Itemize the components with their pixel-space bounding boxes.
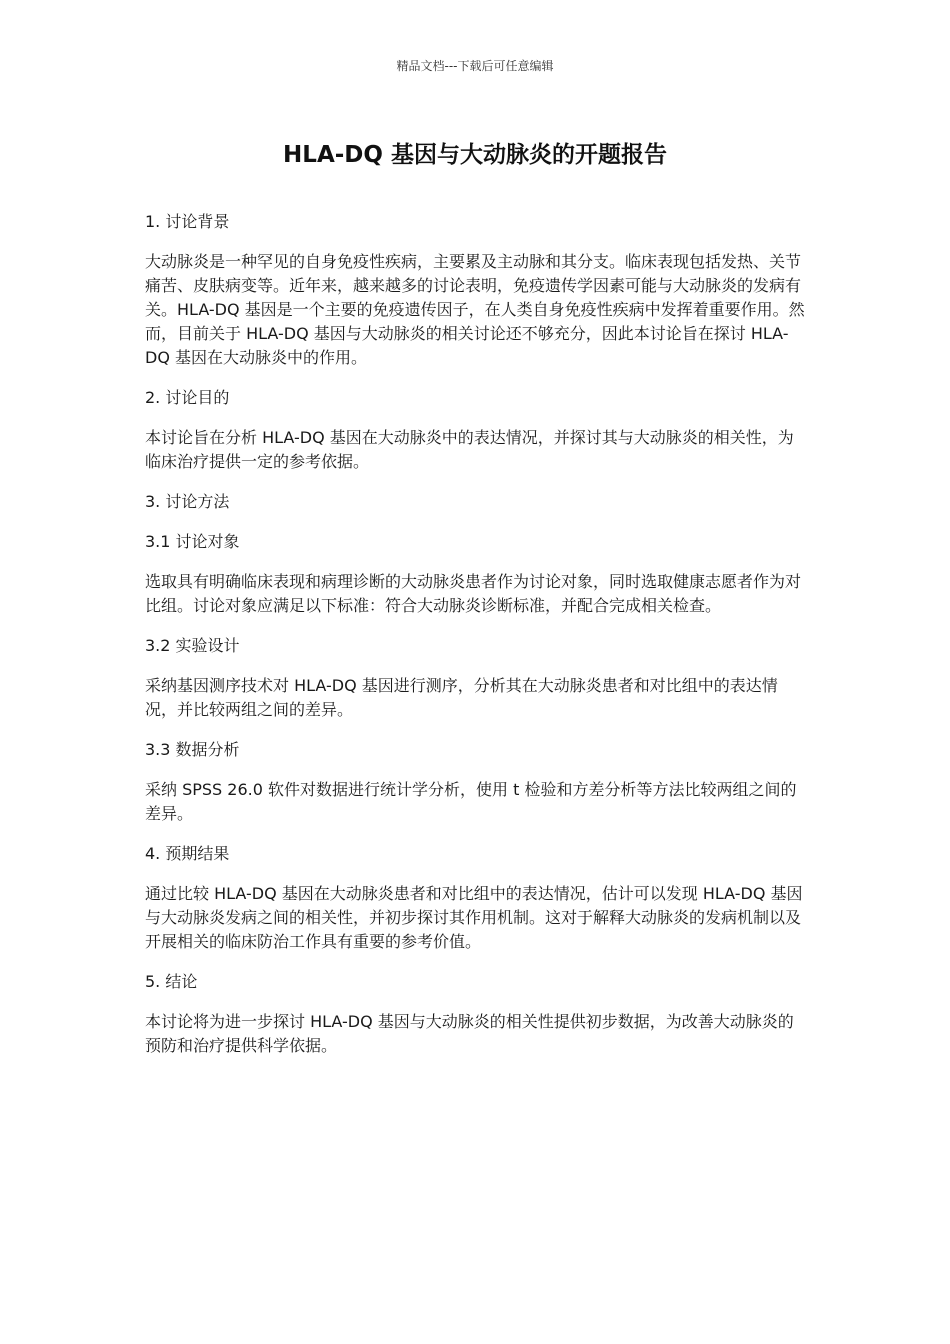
paragraph-analysis: 采纳 SPSS 26.0 软件对数据进行统计学分析，使用 t 检验和方差分析等方法比较两组之间的差异。 xyxy=(145,780,797,823)
section-heading-methods: 3. 讨论方法 xyxy=(145,492,230,511)
section-heading-purpose: 2. 讨论目的 xyxy=(145,388,230,407)
section-heading-conclusion: 5. 结论 xyxy=(145,972,198,991)
subsection-heading-analysis: 3.3 数据分析 xyxy=(145,740,240,759)
paragraph-subjects: 选取具有明确临床表现和病理诊断的大动脉炎患者作为讨论对象，同时选取健康志愿者作为对比组。讨论对象应满足以下标准：符合大动脉炎诊断标准，并配合完成相关检查。 xyxy=(145,572,802,615)
document-title: HLA-DQ 基因与大动脉炎的开题报告 xyxy=(283,142,667,168)
paragraph-background: 大动脉炎是一种罕见的自身免疫性疾病，主要累及主动脉和其分支。临床表现包括发热、关节痛苦、皮肤病变等。近年来，越来越多的讨论表明，免疫遗传学因素可能与大动脉炎的发病有关。HLA-DQ 基因是一个主要的免疫遗传因子，在人类自身免疫性疾病中发挥着重要作用。然而，目前关于 HLA-DQ 基因与大动脉炎的相关讨论还不够充分，因此本讨论旨在探讨 HLA-DQ 基因在大动脉炎中的作用。 xyxy=(145,252,805,367)
paragraph-design: 采纳基因测序技术对 HLA-DQ 基因进行测序，分析其在大动脉炎患者和对比组中的表达情况，并比较两组之间的差异。 xyxy=(145,676,778,719)
paragraph-conclusion: 本讨论将为进一步探讨 HLA-DQ 基因与大动脉炎的相关性提供初步数据，为改善大动脉炎的预防和治疗提供科学依据。 xyxy=(145,1012,794,1055)
subsection-heading-design: 3.2 实验设计 xyxy=(145,636,240,655)
section-heading-background: 1. 讨论背景 xyxy=(145,212,230,231)
paragraph-expected-results: 通过比较 HLA-DQ 基因在大动脉炎患者和对比组中的表达情况，估计可以发现 HLA-DQ 基因与大动脉炎发病之间的相关性，并初步探讨其作用机制。这对于解释大动脉炎的发病机制以及开展相关的临床防治工作具有重要的参考价值。 xyxy=(145,884,803,951)
section-heading-expected-results: 4. 预期结果 xyxy=(145,844,230,863)
subsection-heading-subjects: 3.1 讨论对象 xyxy=(145,532,240,551)
paragraph-purpose: 本讨论旨在分析 HLA-DQ 基因在大动脉炎中的表达情况，并探讨其与大动脉炎的相关性，为临床治疗提供一定的参考依据。 xyxy=(145,428,794,471)
page-header: 精品文档---下载后可任意编辑 xyxy=(396,59,554,73)
document-body xyxy=(145,210,805,1074)
